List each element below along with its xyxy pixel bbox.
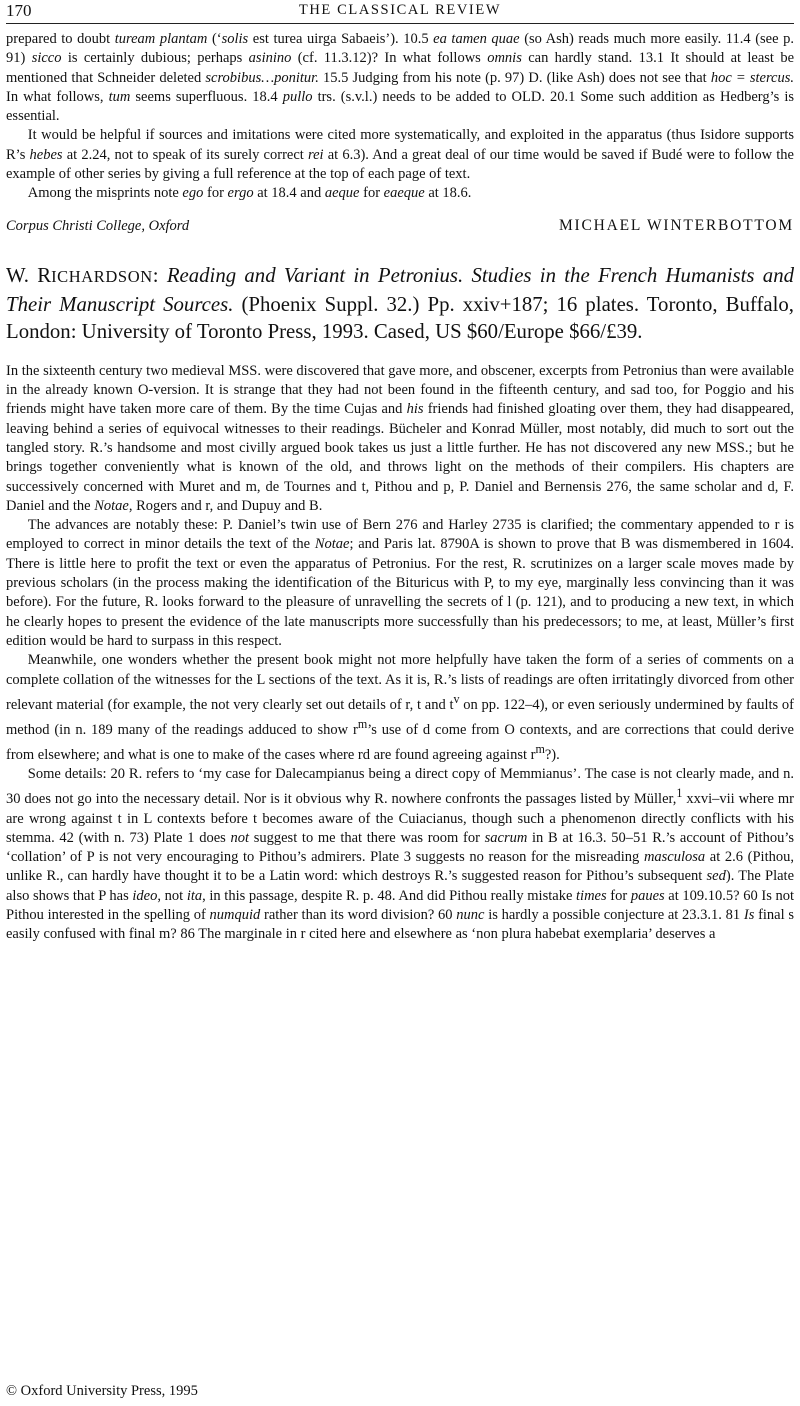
review-body	[6, 362, 794, 945]
page-number: 170	[6, 1, 32, 20]
paragraph: Some details: 20 R. refers to ‘my case for Dalecampianus being a direct copy of Memmianus’. The case is not clearly made, and n. 30 does not go into the necessary detail. Nor is it obvious why R. nowhere confronts the passages listed by Müller,$^1$ xxvi–vii where mr are wrong against t in L contexts before t becomes aware of the Cuiacianus, though such a phenomenon directly conflicts with his stemma. 42 (with n. 73) Plate 1 does not suggest to me that there was room for sacrum in B at 16.3. 50–51 R.’s account of Pithou’s ‘collation’ of P is not very encouraging to Pithou’s admirers. Plate 3 suggests no reason for the misreading masculosa at 2.6 (Pithou, unlike R., can hardly have thought it to be a Latin word: which destroys R.’s suggested reason for Pithou’s subsequent sed). The Plate also shows that P has ideo, not ita, in this passage, despite R. p. 48. And did Pithou really mistake times for paues at 109.10.5? 60 Is not Pithou interested in the spelling of numquid rather than its word division? 60 nunc is hardly a possible conjecture at 23.3.1. 81 Is final s easily confused with final m? 86 The marginale in r cited here and elsewhere as ‘non plura habebat exemplaria’ deserves a	[6, 766, 795, 943]
review-heading: W. RICHARDSON: Reading and Variant in Petronius. Studies in the French Humanists and Their Manuscript Sources. (Phoenix Suppl. 32.) Pp. xxiv+187; 16 plates. Toronto, Buffalo, London: University of Toronto Press, 1993. Cased, US $60/Europe $66/£39.	[6, 263, 794, 344]
reviewer-name: MICHAEL WINTERBOTTOM	[558, 216, 794, 234]
page	[6, 0, 794, 945]
header-rule	[6, 23, 794, 24]
author-initial: W. R	[6, 263, 52, 287]
previous-review-end	[6, 30, 794, 236]
running-head	[6, 0, 794, 26]
paragraph: The advances are notably these: P. Daniel’s twin use of Bern 276 and Harley 2735 is clarified; the commentary appended to r is employed to correct in minor details the text of the Notae; and Paris lat. 8790A is shown to prove that B was dismembered in 1604. There is little here to profit the text or even the apparatus of Petronius. For the rest, R. scrutinizes on a larger scale moves made by previous scholars (in the process making the identification of the Bituricus with P, to my eye, marginally less convincing than it was before). For the future, R. looks forward to the pleasure of unravelling the secrets of l (p. 121), and to producing a new text, in which he clearly hopes to present the evidence of the late manuscripts more successfully than his predecessors; to me, at least, Müller’s first edition would be hard to surpass in this respect.	[6, 517, 794, 649]
footnote-marker: 1	[676, 786, 683, 801]
publication-details: (Phoenix Suppl. 32.) Pp. xxiv+187; 16 plates. Toronto, Buffalo, London: University of Toronto Press, 1993. Cased, US $60/Europe $66/£39.	[6, 292, 794, 344]
signoff	[6, 216, 794, 236]
paragraph: In the sixteenth century two medieval MSS. were discovered that gave more, and obscener, excerpts from Petronius than were available in the already known O-version. It is strange that they had not been found in the fifteenth century, and sad too, for Poggio and his friends might have taken more care of them. By the time Cujas and his friends had finished gloating over them, they had disappeared, leaving behind a series of equivocal witnesses to their readings. Bücheler and Konrad Müller, most notably, did much to sort out the tangled story. R.’s handsome and most civilly argued book takes us just a little further. He has not discovered any new MSS.; but he brings together conveniently what is known of the old, and throws light on the methods of their compilers. His chapters are successively concerned with Muret and m, de Tournes and t, Pithou and p, P. Daniel and Bernensis 276, the same scholar and d, F. Daniel and the Notae, Rogers and r, and Dupuy and B.	[6, 362, 794, 514]
paragraph: prepared to doubt tuream plantam (‘solis est turea uirga Sabaeis’). 10.5 ea tamen quae (so Ash) reads much more easily. 11.4 (see p. 91) sicco is certainly dubious; perhaps asinino (cf. 11.3.12)? In what follows omnis can hardly stand. 13.1 It should at least be mentioned that Schneider deleted scrobibus…ponitur. 15.5 Judging from his note (p. 97) D. (like Ash) does not see that hoc = stercus. In what follows, tum seems superfluous. 18.4 pullo trs. (s.v.l.) needs to be added to OLD. 20.1 Some such addition as Hedberg’s is essential.	[6, 31, 795, 125]
author-surname: ICHARDSON	[51, 266, 153, 286]
copyright-notice: © Oxford University Press, 1995	[6, 1383, 198, 1399]
book-title: Reading and Variant in Petronius. Studies in the French Humanists and Their Manuscript Sources.	[6, 263, 794, 316]
journal-title: THE CLASSICAL REVIEW	[298, 2, 502, 18]
paragraph: Among the misprints note ego for ergo at 18.4 and aeque for eaeque at 18.6.	[27, 185, 472, 202]
paragraph: It would be helpful if sources and imitations were cited more systematically, and exploited in the apparatus (thus Isidore supports R’s hebes at 2.24, not to speak of its surely correct rei at 6.3). And a great deal of our time would be saved if Budé were to follow the example of other series by giving a full reference at the top of each page of text.	[6, 127, 794, 183]
paragraph: Meanwhile, one wonders whether the present book might not more helpfully have taken the form of a series of comments on a complete collation of the witnesses for the L sections of the text. As it is, R.’s lists of readings are often irritatingly divorced from other relevant material (for example, the not very clearly set out details of r, t and $t^v$ on pp. 122–4), or even seriously undermined by faults of method (in n. 189 many of the readings adduced to show $r^m’s$ use of d come from O contexts, and are corrections that could derive from elsewhere; and what is one to make of the cases where rd are found agreeing against $r^m$?).	[6, 652, 794, 763]
reviewer-affiliation: Corpus Christi College, Oxford	[6, 217, 190, 234]
